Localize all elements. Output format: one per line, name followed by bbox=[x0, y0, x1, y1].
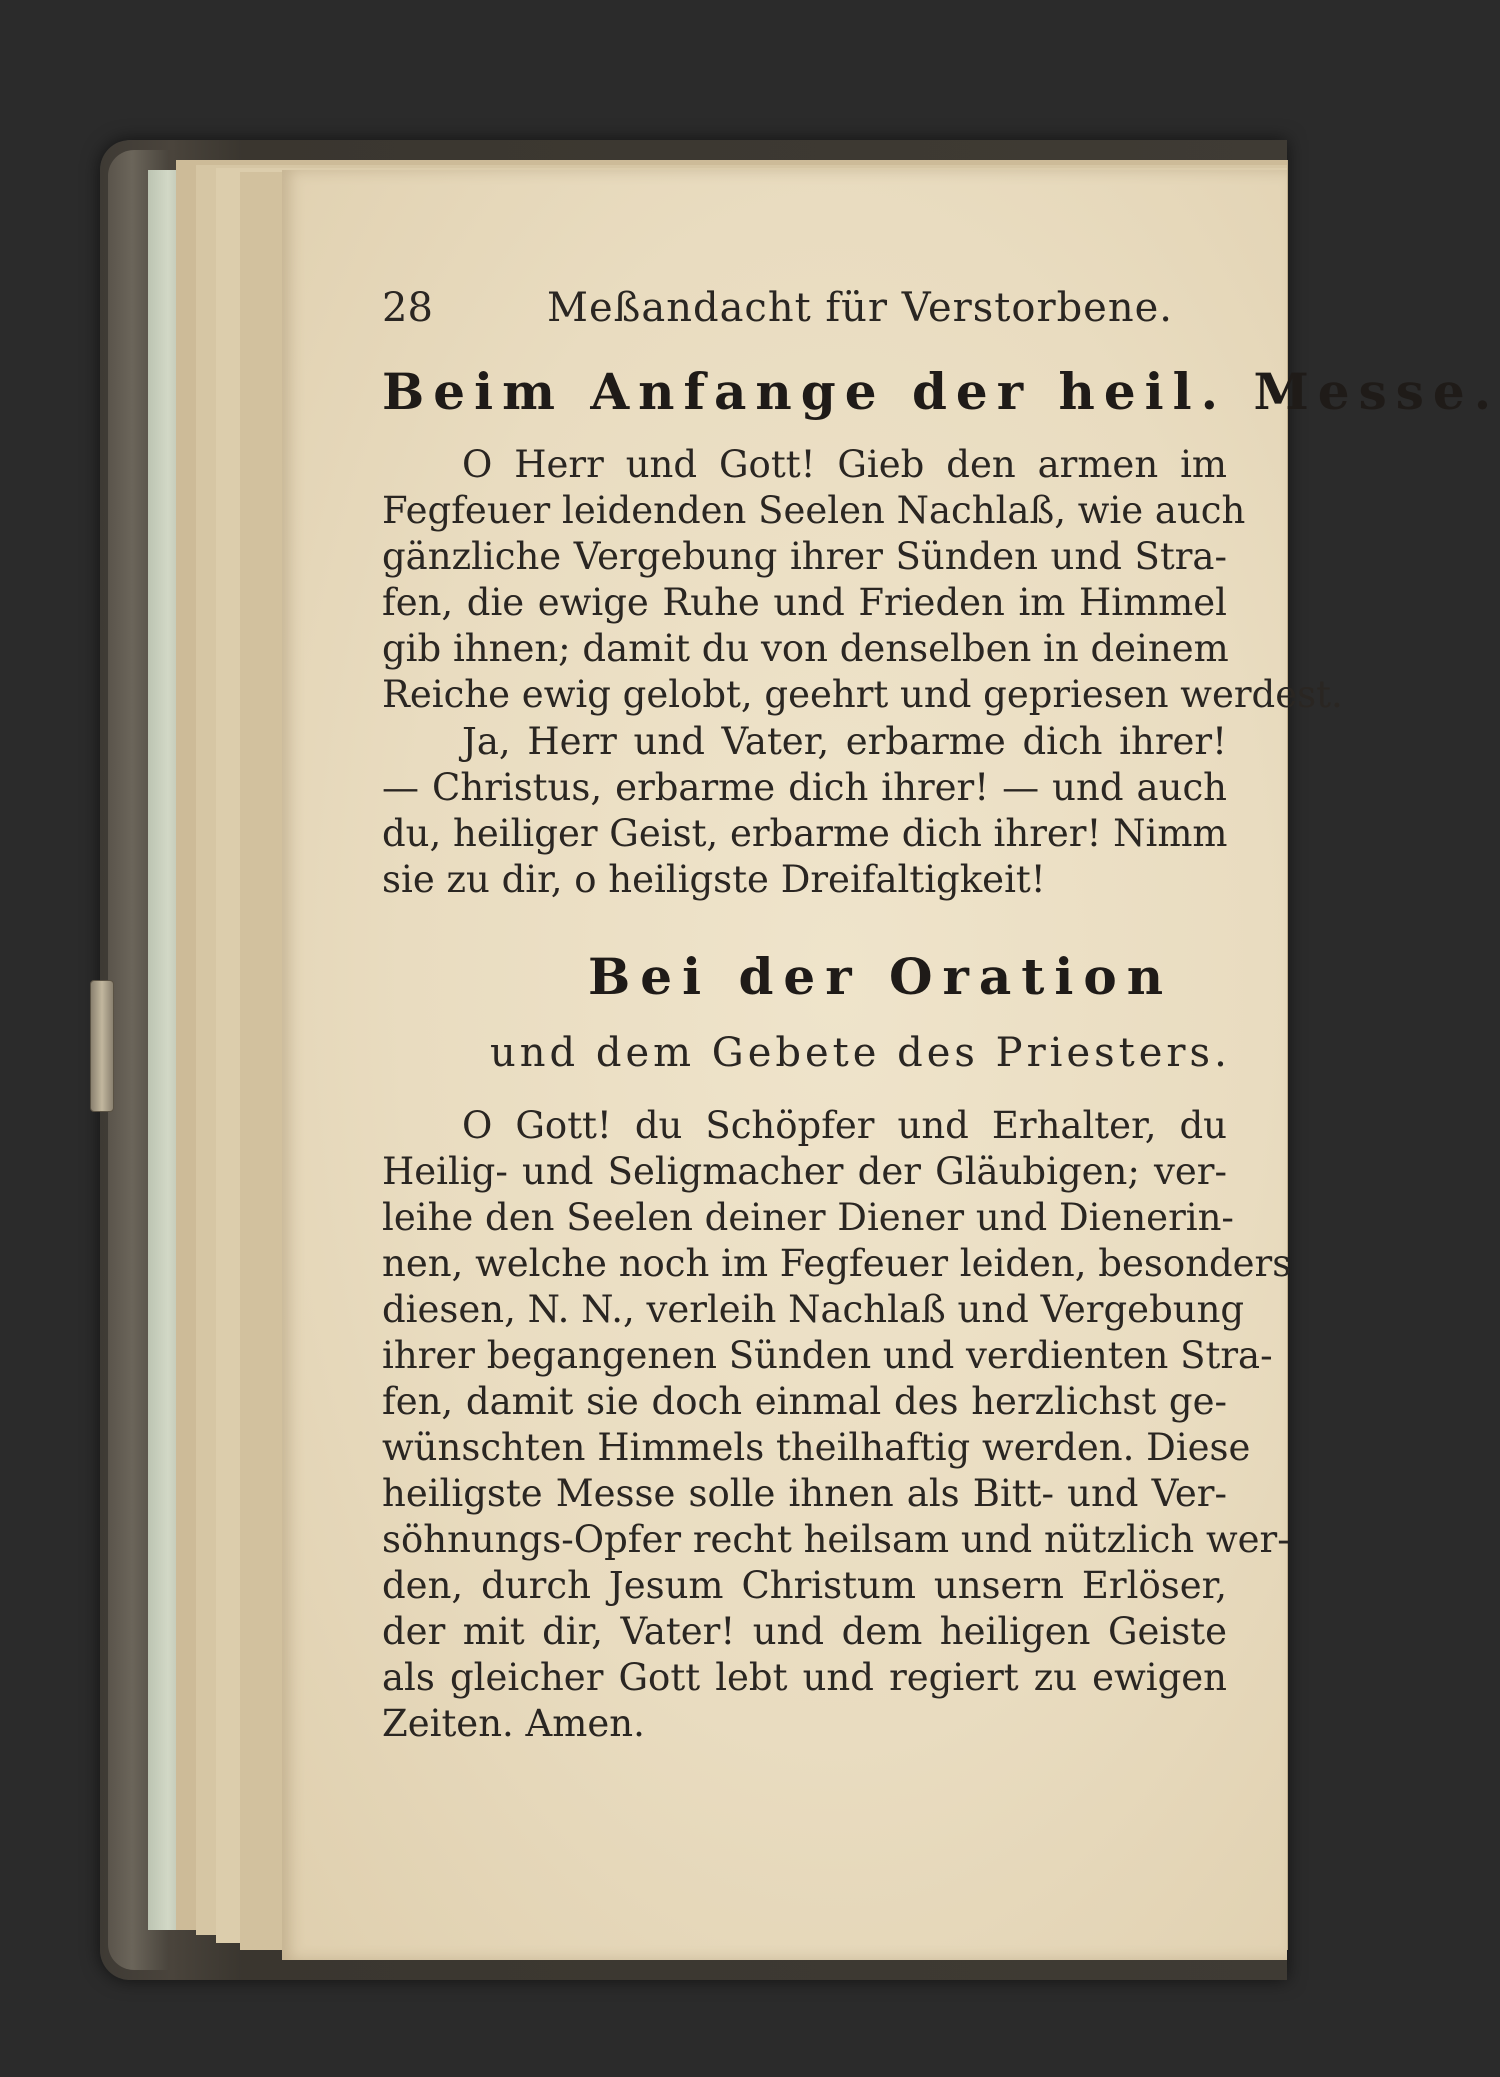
text-line: heiligste Messe solle ihnen als Bitt- und Ver- bbox=[382, 1472, 1227, 1515]
text-line: Zeiten. Amen. bbox=[382, 1702, 645, 1745]
text-line: fen, die ewige Ruhe und Frieden im Himmel bbox=[382, 581, 1227, 624]
text-line: Ja, Herr und Vater, erbarme dich ihrer! bbox=[462, 720, 1227, 763]
text-line: O Gott! du Schöpfer und Erhalter, du bbox=[462, 1104, 1227, 1147]
section-subheading-oration: und dem Gebete des Priesters. bbox=[490, 1030, 1231, 1076]
text-line: leihe den Seelen deiner Diener und Dienerin- bbox=[382, 1196, 1234, 1239]
text-line: diesen, N. N., verleih Nachlaß und Vergebung bbox=[382, 1288, 1245, 1331]
text-line: Reiche ewig gelobt, geehrt und gepriesen werdest. bbox=[382, 673, 1343, 716]
text-line: O Herr und Gott! Gieb den armen im bbox=[462, 443, 1227, 486]
paragraph-oration bbox=[382, 1103, 1292, 1747]
text-line: ihrer begangenen Sünden und verdienten Stra- bbox=[382, 1334, 1273, 1377]
text-line: du, heiliger Geist, erbarme dich ihrer! Nimm bbox=[382, 812, 1228, 855]
text-line: den, durch Jesum Christum unsern Erlöser, bbox=[382, 1564, 1227, 1607]
page-header bbox=[382, 285, 1222, 345]
text-line: wünschten Himmels theilhaftig werden. Diese bbox=[382, 1426, 1251, 1469]
text-line: sie zu dir, o heiligste Dreifaltigkeit! bbox=[382, 858, 1046, 901]
text-line: nen, welche noch im Fegfeuer leiden, besonders bbox=[382, 1242, 1292, 1285]
text-line: — Christus, erbarme dich ihrer! — und auch bbox=[382, 766, 1227, 809]
text-line: als gleicher Gott lebt und regiert zu ewigen bbox=[382, 1656, 1227, 1699]
text-line: fen, damit sie doch einmal des herzlichst ge- bbox=[382, 1380, 1227, 1423]
text-line: gänzliche Vergebung ihrer Sünden und Stra- bbox=[382, 535, 1227, 578]
paragraph-erbarme bbox=[382, 719, 1227, 903]
section-heading-oration: Bei der Oration bbox=[588, 947, 1174, 1006]
running-head: Meßandacht für Verstorbene. bbox=[547, 285, 1174, 331]
text-line: Heilig- und Seligmacher der Gläubigen; ver- bbox=[382, 1150, 1227, 1193]
text-line: der mit dir, Vater! und dem heiligen Geiste bbox=[382, 1610, 1227, 1653]
paragraph-anfang bbox=[382, 442, 1343, 718]
text-line: gib ihnen; damit du von denselben in deinem bbox=[382, 627, 1229, 670]
page-number: 28 bbox=[382, 285, 433, 331]
text-line: Fegfeuer leidenden Seelen Nachlaß, wie auch bbox=[382, 489, 1246, 532]
text-line: söhnungs-Opfer recht heilsam und nützlich wer- bbox=[382, 1518, 1290, 1561]
book-clasp bbox=[90, 980, 114, 1112]
section-heading-anfang: Beim Anfange der heil. Messe. bbox=[382, 362, 1500, 421]
